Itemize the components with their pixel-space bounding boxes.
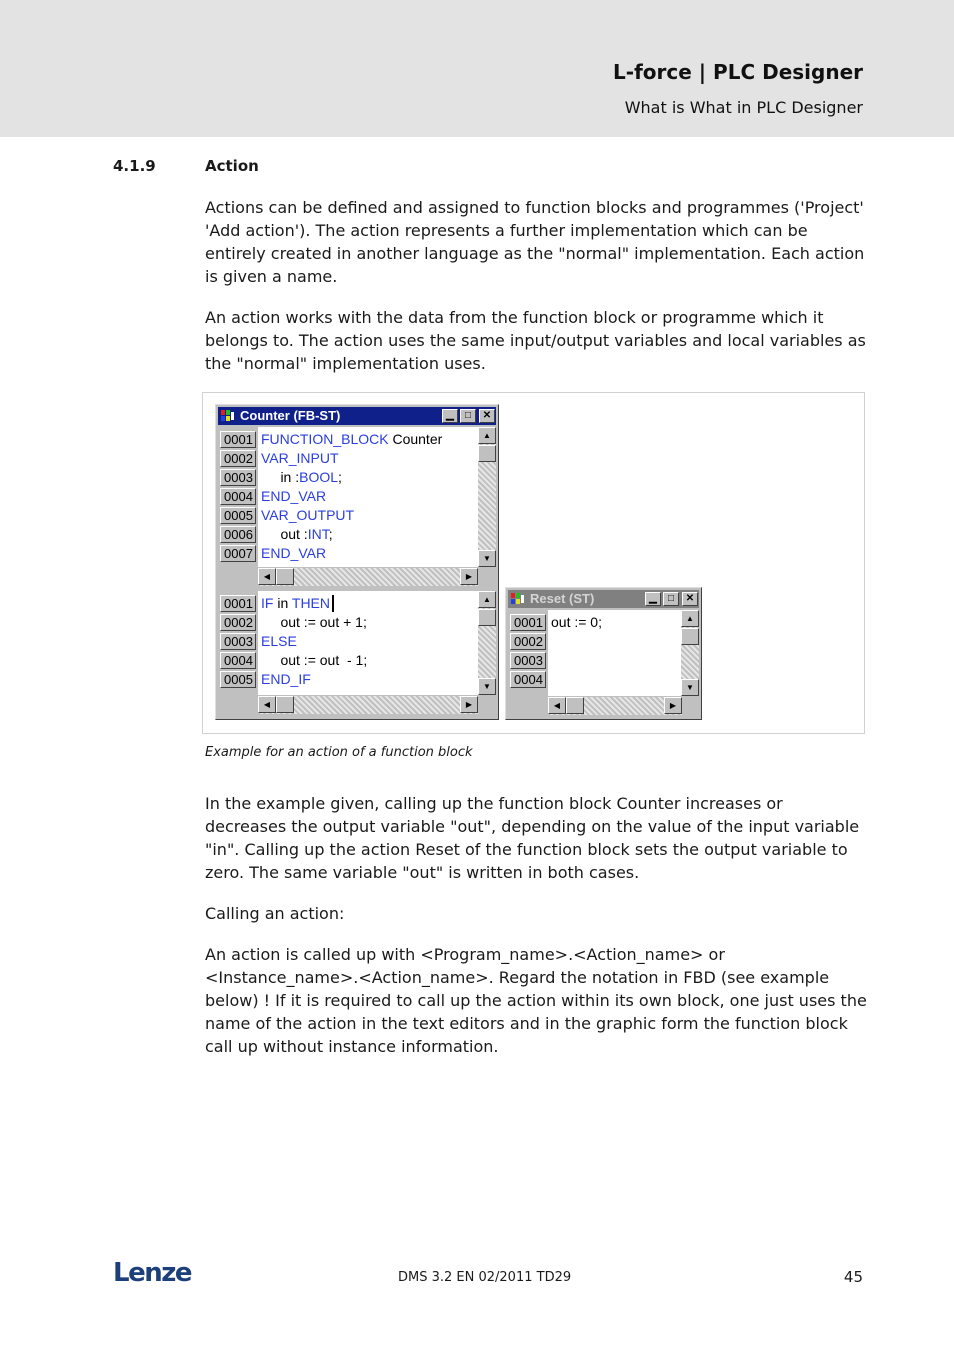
body-pane[interactable]	[218, 591, 496, 695]
product-title: L-force | PLC Designer	[613, 60, 863, 84]
program-icon	[511, 593, 525, 605]
scroll-right-icon[interactable]: ▶	[664, 697, 682, 714]
scroll-down-icon[interactable]: ▼	[478, 550, 496, 567]
scroll-left-icon[interactable]: ◀	[258, 568, 276, 585]
code-line: out :INT;	[261, 526, 333, 542]
line-number: 0005	[220, 507, 256, 524]
declaration-pane[interactable]	[218, 427, 496, 567]
reset-code-pane[interactable]	[508, 610, 699, 696]
paragraph-2: An action works with the data from the function block or programme which it belongs to. The action uses the same input/output variables and local variables as the "normal" implementation uses.	[205, 308, 866, 373]
paragraph-4: Calling an action:	[205, 904, 345, 923]
scroll-thumb[interactable]	[478, 445, 496, 462]
line-number: 0005	[220, 671, 256, 688]
vertical-scrollbar[interactable]	[478, 591, 496, 695]
section-title: Action	[205, 157, 259, 175]
code-line: IF in THEN	[261, 595, 331, 611]
paragraph-1: Actions can be defined and assigned to function blocks and programmes ('Project' 'Add action'). The action represents a further implementation which can be entirely created in another language as the "normal" implementation. Each action is given a name.	[205, 198, 865, 286]
line-number: 0001	[220, 595, 256, 612]
counter-titlebar[interactable]	[218, 407, 496, 425]
figure-frame	[202, 392, 865, 734]
line-gutter	[218, 427, 258, 567]
line-number: 0006	[220, 526, 256, 543]
maximize-icon[interactable]: □	[460, 409, 476, 423]
code-line: END_VAR	[261, 545, 327, 561]
scroll-thumb[interactable]	[276, 696, 294, 713]
counter-title: Counter (FB-ST)	[240, 408, 341, 423]
line-number: 0007	[220, 545, 256, 562]
code-line: END_VAR	[261, 488, 327, 504]
line-number: 0003	[510, 652, 546, 669]
scroll-down-icon[interactable]: ▼	[478, 678, 496, 695]
reset-titlebar[interactable]	[508, 590, 699, 608]
horizontal-scrollbar[interactable]	[258, 568, 478, 586]
close-icon[interactable]: ✕	[682, 592, 698, 606]
paragraph-5: An action is called up with <Program_name>.<Action_name> or <Instance_name>.<Action_name>. Regard the notation in FBD (see example below) ! If it is required to call up the action within its own block, one just uses the name of the action in the text editors and in the graphic form the function block call up without instance information.	[205, 945, 867, 1056]
line-number: 0003	[220, 633, 256, 650]
line-number: 0002	[220, 450, 256, 467]
scroll-up-icon[interactable]: ▲	[478, 591, 496, 608]
scroll-thumb[interactable]	[566, 697, 584, 714]
line-gutter	[218, 591, 258, 695]
vertical-scrollbar[interactable]	[478, 427, 496, 567]
code-line: out := out - 1;	[261, 652, 368, 668]
scroll-down-icon[interactable]: ▼	[681, 679, 699, 696]
minimize-icon[interactable]: ▁	[645, 592, 661, 606]
horizontal-scrollbar[interactable]	[548, 697, 682, 715]
horizontal-scrollbar[interactable]	[258, 696, 478, 714]
line-number: 0001	[510, 614, 546, 631]
code-line: VAR_INPUT	[261, 450, 339, 466]
scroll-thumb[interactable]	[681, 628, 699, 645]
reset-window	[505, 587, 702, 720]
paragraph-3: In the example given, calling up the function block Counter increases or decreases the output variable "out", depending on the value of the input variable "in". Calling up the action Reset of the function block sets the output variable to zero. The same variable "out" is written in both cases.	[205, 794, 860, 882]
line-gutter	[508, 610, 548, 696]
code-line: out := 0;	[551, 614, 602, 630]
section-number: 4.1.9	[113, 157, 156, 175]
line-number: 0001	[220, 431, 256, 448]
code-line: END_IF	[261, 671, 311, 687]
line-number: 0004	[510, 671, 546, 688]
code-line: VAR_OUTPUT	[261, 507, 355, 523]
program-icon	[221, 410, 235, 422]
document-id: DMS 3.2 EN 02/2011 TD29	[398, 1270, 572, 1285]
line-number: 0004	[220, 652, 256, 669]
line-number: 0003	[220, 469, 256, 486]
code-line: FUNCTION_BLOCK Counter	[261, 431, 443, 447]
code-line: out := out + 1;	[261, 614, 367, 630]
code-line: in :BOOL;	[261, 469, 342, 485]
counter-window	[215, 404, 499, 720]
line-number: 0002	[510, 633, 546, 650]
scroll-up-icon[interactable]: ▲	[681, 610, 699, 627]
scroll-left-icon[interactable]: ◀	[548, 697, 566, 714]
scroll-thumb[interactable]	[276, 568, 294, 585]
figure-caption: Example for an action of a function block	[205, 745, 473, 760]
scroll-left-icon[interactable]: ◀	[258, 696, 276, 713]
chapter-title: What is What in PLC Designer	[624, 98, 863, 117]
reset-title: Reset (ST)	[530, 591, 595, 606]
scroll-thumb[interactable]	[478, 609, 496, 626]
scroll-right-icon[interactable]: ▶	[460, 696, 478, 713]
vertical-scrollbar[interactable]	[681, 610, 699, 696]
page-number: 45	[843, 1268, 863, 1286]
scroll-up-icon[interactable]: ▲	[478, 427, 496, 444]
text-caret	[332, 595, 334, 612]
line-number: 0002	[220, 614, 256, 631]
lenze-logo: Lenze	[113, 1258, 191, 1288]
scroll-right-icon[interactable]: ▶	[460, 568, 478, 585]
maximize-icon[interactable]: □	[663, 592, 679, 606]
close-icon[interactable]: ✕	[479, 409, 495, 423]
line-number: 0004	[220, 488, 256, 505]
code-line: ELSE	[261, 633, 297, 649]
minimize-icon[interactable]: ▁	[442, 409, 458, 423]
